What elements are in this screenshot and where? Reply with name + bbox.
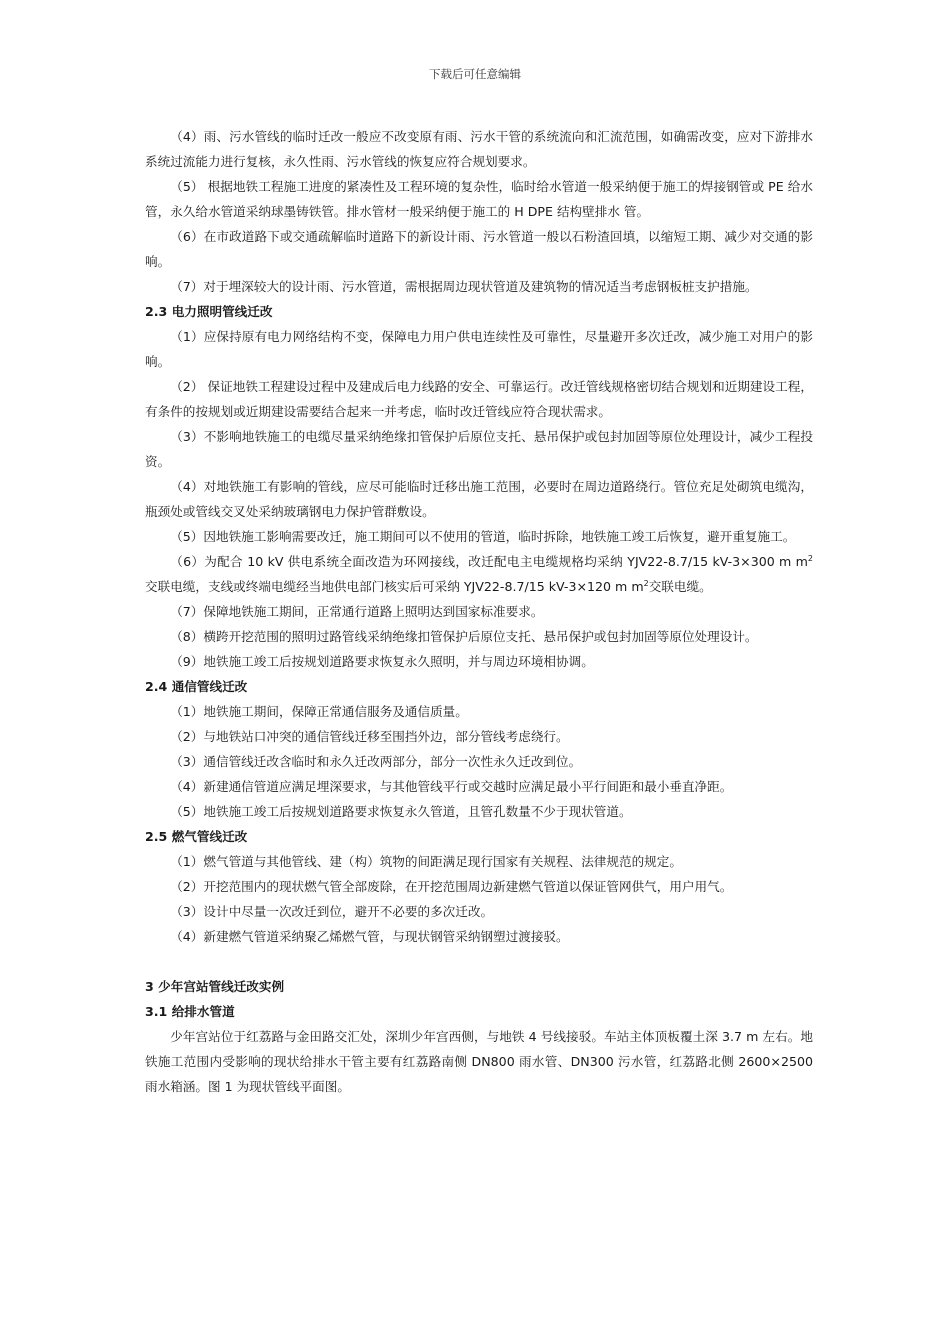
text-run: （6）为配合 10 kV 供电系统全面改造为环网接线，改迁配电主电缆规格均采纳 YJV22-8.7/15 kV-3×300 m m: [170, 554, 808, 569]
text-run: 交联电缆，支线或终端电缆经当地供电部门核实后可采纳 YJV22-8.7/15 kV-3×120 m m: [145, 579, 644, 594]
paragraph: （2）开挖范围内的现状燃气管全部废除，在开挖范围周边新建燃气管道以保证管网供气，用户用气。: [170, 879, 733, 894]
paragraph: （8）横跨开挖范围的照明过路管线采纳绝缘扣管保护后原位支托、悬吊保护或包封加固等原位处理设计。: [170, 629, 758, 644]
paragraph: （2）与地铁站口冲突的通信管线迁移至围挡外边，部分管线考虑绕行。: [170, 729, 569, 744]
paragraph: （3）通信管线迁改含临时和永久迁改两部分，部分一次性永久迁改到位。: [170, 754, 582, 769]
section-heading: 3.1 给排水管道: [145, 1004, 235, 1019]
paragraph: （6）在市政道路下或交通疏解临时道路下的新设计雨、污水管道一般以石粉渣回填，以缩短工期、减少对交通的影响。: [145, 229, 813, 269]
spacer: [145, 949, 813, 974]
text-run: 交联电缆。: [648, 579, 712, 594]
paragraph: [145, 549, 813, 599]
paragraph: （5）地铁施工竣工后按规划道路要求恢复永久管道，且管孔数量不少于现状管道。: [170, 804, 632, 819]
paragraph: （1）地铁施工期间，保障正常通信服务及通信质量。: [170, 704, 468, 719]
section-heading: 2.4 通信管线迁改: [145, 679, 248, 694]
section-heading: 2.5 燃气管线迁改: [145, 829, 248, 844]
chapter-heading: 3 少年宫站管线迁改实例: [145, 979, 285, 994]
paragraph: （3）设计中尽量一次改迁到位，避开不必要的多次迁改。: [170, 904, 494, 919]
paragraph: （7）保障地铁施工期间，正常通行道路上照明达到国家标准要求。: [170, 604, 544, 619]
paragraph: （1）应保持原有电力网络结构不变，保障电力用户供电连续性及可靠性，尽量避开多次迁改，减少施工对用户的影响。: [145, 329, 813, 369]
superscript: 2: [643, 578, 649, 588]
paragraph: （4）新建通信管道应满足埋深要求，与其他管线平行或交越时应满足最小平行间距和最小垂直净距。: [170, 779, 733, 794]
paragraph: （3）不影响地铁施工的电缆尽量采纳绝缘扣管保护后原位支托、悬吊保护或包封加固等原位处理设计，减少工程投资。: [145, 429, 813, 469]
paragraph: 少年宫站位于红荔路与金田路交汇处，深圳少年宫西侧，与地铁 4 号线接驳。车站主体顶板覆土深 3.7 m 左右。地铁施工范围内受影响的现状给排水干管主要有红荔路南侧 DN800 雨水管、DN300 污水管，红荔路北侧 2600×2500 雨水箱涵。图 1 为现状管线平面图。: [145, 1029, 813, 1094]
page-header: 下载后可任意编辑: [429, 67, 521, 81]
section-heading: 2.3 电力照明管线迁改: [145, 304, 273, 319]
document-body: [145, 124, 813, 1099]
paragraph: （4）雨、污水管线的临时迁改一般应不改变原有雨、污水干管的系统流向和汇流范围，如确需改变，应对下游排水系统过流能力进行复核，永久性雨、污水管线的恢复应符合规划要求。: [145, 129, 813, 169]
paragraph: （2） 保证地铁工程建设过程中及建成后电力线路的安全、可靠运行。改迁管线规格密切结合规划和近期建设工程，有条件的按规划或近期建设需要结合起来一并考虑，临时改迁管线应符合现状需求。: [145, 379, 813, 419]
superscript: 2: [807, 553, 813, 563]
paragraph: （5）因地铁施工影响需要改迁，施工期间可以不使用的管道，临时拆除，地铁施工竣工后恢复，避开重复施工。: [170, 529, 796, 544]
paragraph: （4）对地铁施工有影响的管线，应尽可能临时迁移出施工范围，必要时在周边道路绕行。管位充足处砌筑电缆沟，瓶颈处或管线交叉处采纳玻璃钢电力保护管群敷设。: [145, 479, 813, 519]
paragraph: （1）燃气管道与其他管线、建（构）筑物的间距满足现行国家有关规程、法律规范的规定。: [170, 854, 682, 869]
paragraph: （9）地铁施工竣工后按规划道路要求恢复永久照明，并与周边环境相协调。: [170, 654, 594, 669]
paragraph: （4）新建燃气管道采纳聚乙烯燃气管，与现状钢管采纳钢塑过渡接驳。: [170, 929, 569, 944]
paragraph: （5） 根据地铁工程施工进度的紧凑性及工程环境的复杂性，临时给水管道一般采纳便于施工的焊接钢管或 PE 给水管，永久给水管道采纳球墨铸铁管。排水管材一般采纳便于施工的 H DPE 结构壁排水 管。: [145, 179, 813, 219]
paragraph: （7）对于埋深较大的设计雨、污水管道，需根据周边现状管道及建筑物的情况适当考虑钢板桩支护措施。: [170, 279, 758, 294]
